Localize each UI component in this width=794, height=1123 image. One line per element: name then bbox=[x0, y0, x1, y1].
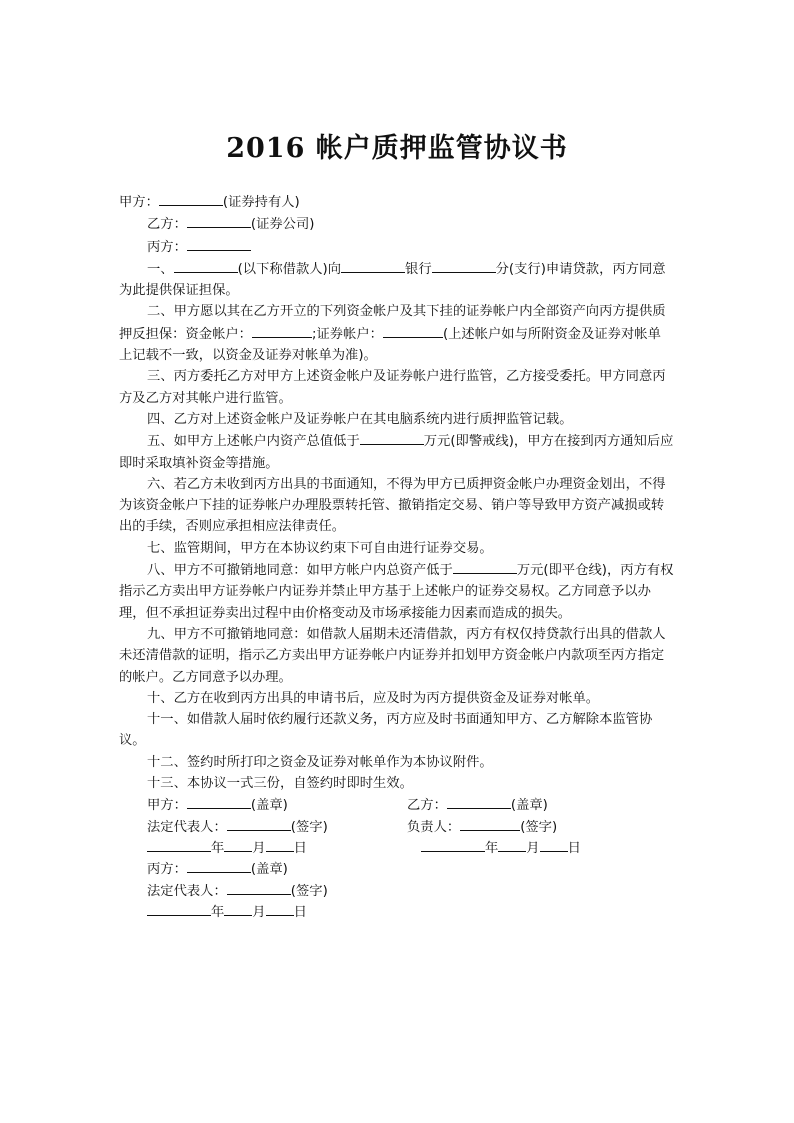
date-day-label: 日 bbox=[293, 904, 307, 920]
date-year-blank bbox=[147, 837, 211, 852]
signature-jia-legal-rep bbox=[147, 816, 328, 838]
signature-jia-legal-rep-blank bbox=[227, 816, 291, 831]
signature-yi-sign: (签字) bbox=[520, 819, 558, 835]
signature-yi bbox=[407, 794, 548, 816]
bank-blank bbox=[341, 258, 405, 273]
party-jia-role: (证券持有人) bbox=[222, 195, 300, 210]
party-yi-label: 乙方： bbox=[147, 217, 187, 233]
liquidation-line-blank bbox=[453, 559, 517, 574]
party-bing-label: 丙方： bbox=[147, 239, 187, 255]
signature-bing-sign: (签字) bbox=[290, 883, 328, 899]
signature-bing bbox=[147, 858, 288, 880]
signature-jia-label: 甲方： bbox=[147, 798, 187, 814]
date-month-label: 月 bbox=[252, 904, 266, 920]
signature-jia-seal: (盖章) bbox=[250, 798, 288, 814]
warning-line-blank bbox=[360, 430, 424, 445]
date-month-blank bbox=[224, 837, 252, 852]
date-year-label: 年 bbox=[211, 904, 225, 920]
party-jia-line bbox=[119, 191, 674, 213]
date-month-label: 月 bbox=[252, 840, 266, 856]
signature-row-bing bbox=[119, 858, 674, 879]
signature-yi-person-label: 负责人： bbox=[407, 819, 461, 835]
clause-2 bbox=[119, 301, 674, 366]
signature-yi-person-blank bbox=[460, 816, 520, 831]
document-body bbox=[119, 191, 674, 922]
signature-row-parties bbox=[119, 794, 674, 815]
clause-5-text-a: 五、如甲方上述帐户内资产总值低于 bbox=[147, 434, 360, 450]
fund-account-blank bbox=[252, 323, 312, 338]
signature-jia-blank bbox=[187, 794, 251, 809]
clause-4: 四、乙方对上述资金帐户及证券帐户在其电脑系统内进行质押监管记载。 bbox=[147, 411, 573, 427]
clause-6: 六、若乙方未收到丙方出具的书面通知，不得为甲方已质押资金帐户办理资金划出，不得为该资金帐户下挂的证券帐户办理股票转托管、撤销指定交易、销户等导致甲方资产减损或转出的手续，否则应承担相应法律责任。 bbox=[119, 476, 666, 535]
clause-9: 九、甲方不可撤销地同意：如借款人届期未还清借款，丙方有权仅持贷款行出具的借款人未还清借款的证明，指示乙方卖出甲方证券帐户内证券并扣划甲方资金帐户内款项至丙方指定的帐户。乙方同意予以办理。 bbox=[119, 626, 666, 685]
signature-row-bing-date bbox=[119, 901, 674, 922]
date-month-blank bbox=[224, 901, 252, 916]
party-yi-role: (证券公司) bbox=[250, 217, 315, 233]
date-day-blank bbox=[266, 901, 294, 916]
party-yi-line bbox=[119, 213, 674, 235]
clause-1-text-d: 分(支行)申请贷款，丙方同意为此提供保证担保。 bbox=[119, 261, 666, 299]
date-year-label: 年 bbox=[211, 840, 225, 856]
signature-yi-person-in-charge bbox=[407, 816, 557, 838]
clause-1 bbox=[119, 258, 674, 302]
signature-bing-legal-rep bbox=[147, 880, 328, 902]
signature-jia-legal-rep-label: 法定代表人： bbox=[147, 819, 227, 835]
date-day-blank bbox=[266, 837, 294, 852]
clause-5 bbox=[119, 430, 674, 474]
document-title: 2016 帐户质押监管协议书 bbox=[226, 133, 568, 164]
date-month-blank bbox=[498, 837, 526, 852]
clause-2-text-b: ;证券帐户： bbox=[311, 326, 383, 342]
date-day-label: 日 bbox=[567, 840, 581, 856]
clause-1-text-c: 银行 bbox=[405, 261, 432, 277]
clause-8 bbox=[119, 559, 674, 624]
clause-2-text-a: 二、甲方愿以其在乙方开立的下列资金帐户及其下挂的证券帐户内全部资产向丙方提供质押反担保：资金帐户： bbox=[119, 304, 666, 342]
party-jia-label: 甲方： bbox=[119, 195, 159, 210]
clause-13: 十三、本协议一式三份，自签约时即时生效。 bbox=[147, 776, 413, 792]
date-month-label: 月 bbox=[526, 840, 540, 856]
clause-2-text-c: (上述帐户如与所附资金及证券对帐单上记载不一致，以资金及证券对帐单为准)。 bbox=[119, 326, 661, 364]
clause-3: 三、丙方委托乙方对甲方上述资金帐户及证券帐户进行监管，乙方接受委托。甲方同意丙方及乙方对其帐户进行监管。 bbox=[119, 369, 666, 406]
date-day-blank bbox=[540, 837, 568, 852]
borrower-blank bbox=[174, 258, 238, 273]
signature-jia bbox=[147, 794, 288, 816]
date-year-label: 年 bbox=[485, 840, 499, 856]
signature-bing-legal-rep-label: 法定代表人： bbox=[147, 883, 227, 899]
signature-yi-blank bbox=[447, 794, 511, 809]
signature-bing-seal: (盖章) bbox=[250, 862, 288, 878]
party-yi-blank bbox=[187, 213, 251, 228]
signature-bing-blank bbox=[187, 858, 251, 873]
clause-8-text-a: 八、甲方不可撤销地同意：如甲方帐户内总资产低于 bbox=[147, 563, 453, 579]
clause-1-text-a: 一、 bbox=[147, 261, 174, 277]
party-jia-blank bbox=[159, 191, 223, 206]
signature-jia-date bbox=[147, 837, 307, 859]
clause-8-text-b: 万元(即平仓线)，丙方有权指示乙方卖出甲方证券帐户内证券并禁止甲方基于上述帐户的证券交易权。乙方同意予以办理，但不承担证券卖出过程中由价格变动及市场承接能力因素而造成的损失。 bbox=[119, 563, 674, 621]
date-year-blank bbox=[147, 901, 211, 916]
signature-bing-legal-rep-blank bbox=[227, 880, 291, 895]
clause-11: 十一、如借款人届时依约履行还款义务，丙方应及时书面通知甲方、乙方解除本监管协议。 bbox=[119, 712, 653, 749]
date-year-blank bbox=[421, 837, 485, 852]
clause-5-text-b: 万元(即警戒线)，甲方在接到丙方通知后应即时采取填补资金等措施。 bbox=[119, 434, 674, 471]
party-bing-blank bbox=[187, 236, 251, 251]
signature-bing-date bbox=[147, 901, 307, 923]
signature-row-dates bbox=[119, 837, 674, 858]
signature-yi-label: 乙方： bbox=[407, 798, 447, 814]
party-bing-line bbox=[119, 236, 674, 258]
clause-12: 十二、签约时所打印之资金及证券对帐单作为本协议附件。 bbox=[147, 754, 493, 770]
signature-yi-seal: (盖章) bbox=[510, 798, 548, 814]
clause-10: 十、乙方在收到丙方出具的申请书后，应及时为丙方提供资金及证券对帐单。 bbox=[147, 690, 600, 706]
signature-jia-sign: (签字) bbox=[290, 819, 328, 835]
signature-yi-date bbox=[421, 837, 581, 859]
signature-row-bing-rep bbox=[119, 880, 674, 901]
branch-blank bbox=[432, 258, 496, 273]
clause-7: 七、监管期间，甲方在本协议约束下可自由进行证券交易。 bbox=[147, 540, 493, 556]
signature-row-representatives bbox=[119, 816, 674, 837]
signature-bing-label: 丙方： bbox=[147, 862, 187, 878]
date-day-label: 日 bbox=[293, 840, 307, 856]
securities-account-blank bbox=[383, 323, 443, 338]
clause-1-text-b: (以下称借款人)向 bbox=[237, 261, 342, 277]
